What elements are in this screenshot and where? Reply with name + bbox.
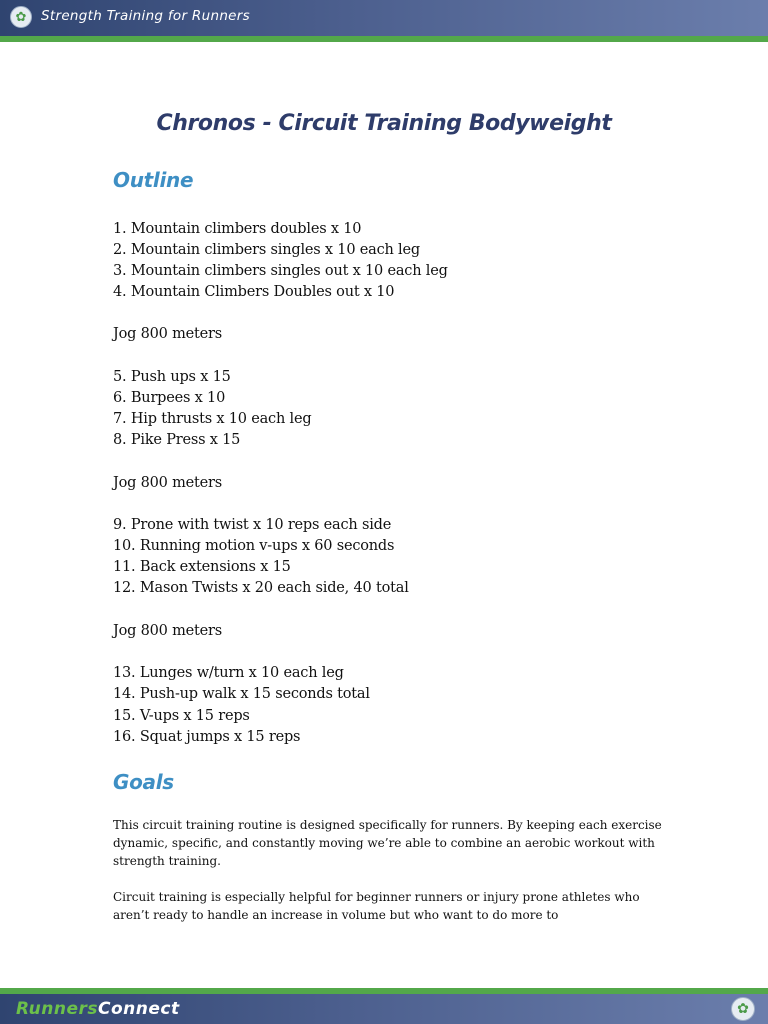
header-title: Strength Training for Runners [41, 8, 250, 24]
list-item: 9. Prone with twist x 10 reps each side [113, 517, 392, 533]
list-item: 12. Mason Twists x 20 each side, 40 total [113, 580, 409, 596]
goals-paragraph: This circuit training routine is designed specifically for runners. By keeping each exercise dynamic, specific, and constantly moving we’re able to combine an aerobic workout with strength training. [113, 818, 662, 868]
list-item: 10. Running motion v-ups x 60 seconds [113, 538, 395, 554]
list-item: 3. Mountain climbers singles out x 10 each leg [113, 263, 448, 279]
list-item: 16. Squat jumps x 15 reps [113, 729, 301, 745]
goals-heading: Goals [113, 770, 174, 794]
list-item: 13. Lunges w/turn x 10 each leg [113, 665, 344, 681]
outline-heading: Outline [113, 168, 194, 192]
list-item: 11. Back extensions x 15 [113, 559, 291, 575]
brand-part1: Runners [16, 999, 99, 1019]
list-item: 15. V-ups x 15 reps [113, 708, 250, 724]
brand-part2: Connect [98, 999, 180, 1019]
list-item: Jog 800 meters [113, 326, 223, 342]
goals-paragraph: Circuit training is especially helpful for beginner runners or injury prone athletes who aren’t ready to handle an increase in volume but who want to do more to [113, 890, 640, 922]
footer-logo [16, 999, 180, 1019]
header-divider [0, 36, 768, 42]
list-item: 2. Mountain climbers singles x 10 each leg [113, 242, 420, 258]
runner-icon: ✿ [10, 6, 32, 28]
list-item: 4. Mountain Climbers Doubles out x 10 [113, 284, 395, 300]
page-title: Chronos - Circuit Training Bodyweight [156, 111, 612, 136]
runner-icon: ✿ [731, 997, 755, 1021]
list-item: 1. Mountain climbers doubles x 10 [113, 221, 362, 237]
list-item: 8. Pike Press x 15 [113, 432, 241, 448]
list-item: 7. Hip thrusts x 10 each leg [113, 411, 312, 427]
list-item: 14. Push-up walk x 15 seconds total [113, 686, 370, 702]
list-item: Jog 800 meters [113, 623, 223, 639]
list-item: 5. Push ups x 15 [113, 369, 231, 385]
list-item: 6. Burpees x 10 [113, 390, 226, 406]
list-item: Jog 800 meters [113, 475, 223, 491]
